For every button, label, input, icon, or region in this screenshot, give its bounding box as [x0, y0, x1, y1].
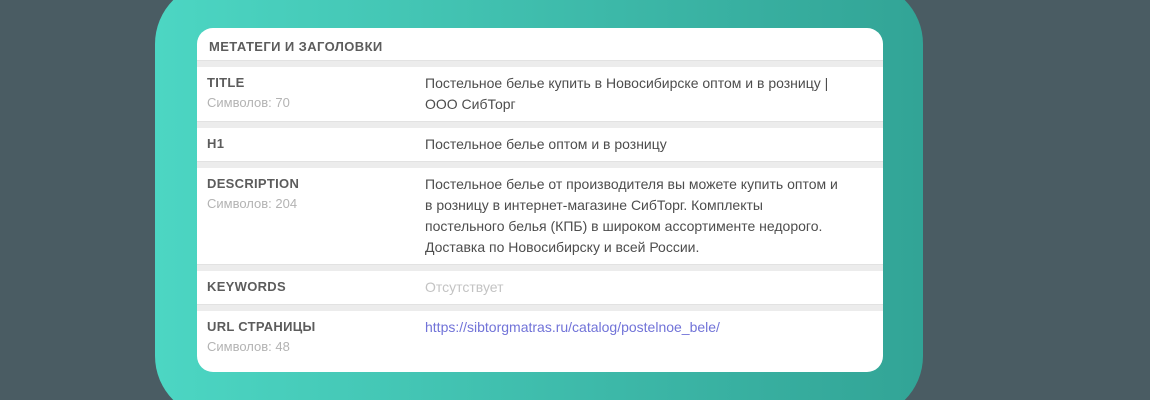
- row-value-missing: Отсутствует: [425, 279, 504, 295]
- row-divider: [197, 121, 883, 128]
- row-divider: [197, 60, 883, 67]
- row-value: Постельное белье от производителя вы можете купить оптом и в розницу в интернет-магазине СибТорг. Комплекты постельного белья (КПБ) в широком ассортименте недорого. Доставка по Новосибирску и всей России.: [425, 176, 838, 255]
- row-char-count: Символов: 204: [207, 196, 298, 211]
- row-label-column: [207, 134, 425, 154]
- meta-tags-card: [197, 28, 883, 372]
- meta-rows-list: [197, 60, 883, 362]
- row-label-column: [207, 317, 425, 356]
- row-label-column: [207, 73, 425, 112]
- meta-row: [197, 168, 883, 264]
- meta-row: [197, 67, 883, 121]
- page-url-link[interactable]: https://sibtorgmatras.ru/catalog/postelnoe_bele/: [425, 319, 720, 335]
- row-char-count: Символов: 70: [207, 95, 290, 110]
- row-label: H1: [207, 136, 225, 151]
- row-value: Постельное белье купить в Новосибирске оптом и в розницу | ООО СибТорг: [425, 75, 829, 112]
- row-label: TITLE: [207, 75, 245, 90]
- row-value: Постельное белье оптом и в розницу: [425, 136, 667, 152]
- row-divider: [197, 161, 883, 168]
- row-label: DESCRIPTION: [207, 176, 300, 191]
- row-label: URL СТРАНИЦЫ: [207, 319, 316, 334]
- row-divider: [197, 304, 883, 311]
- row-label-column: [207, 174, 425, 213]
- meta-row: [197, 271, 883, 304]
- row-divider: [197, 264, 883, 271]
- meta-row: [197, 128, 883, 161]
- row-char-count: Символов: 48: [207, 339, 290, 354]
- row-label: KEYWORDS: [207, 279, 286, 294]
- row-label-column: [207, 277, 425, 297]
- meta-row: [197, 311, 883, 362]
- card-title: МЕТАТЕГИ И ЗАГОЛОВКИ: [209, 39, 383, 54]
